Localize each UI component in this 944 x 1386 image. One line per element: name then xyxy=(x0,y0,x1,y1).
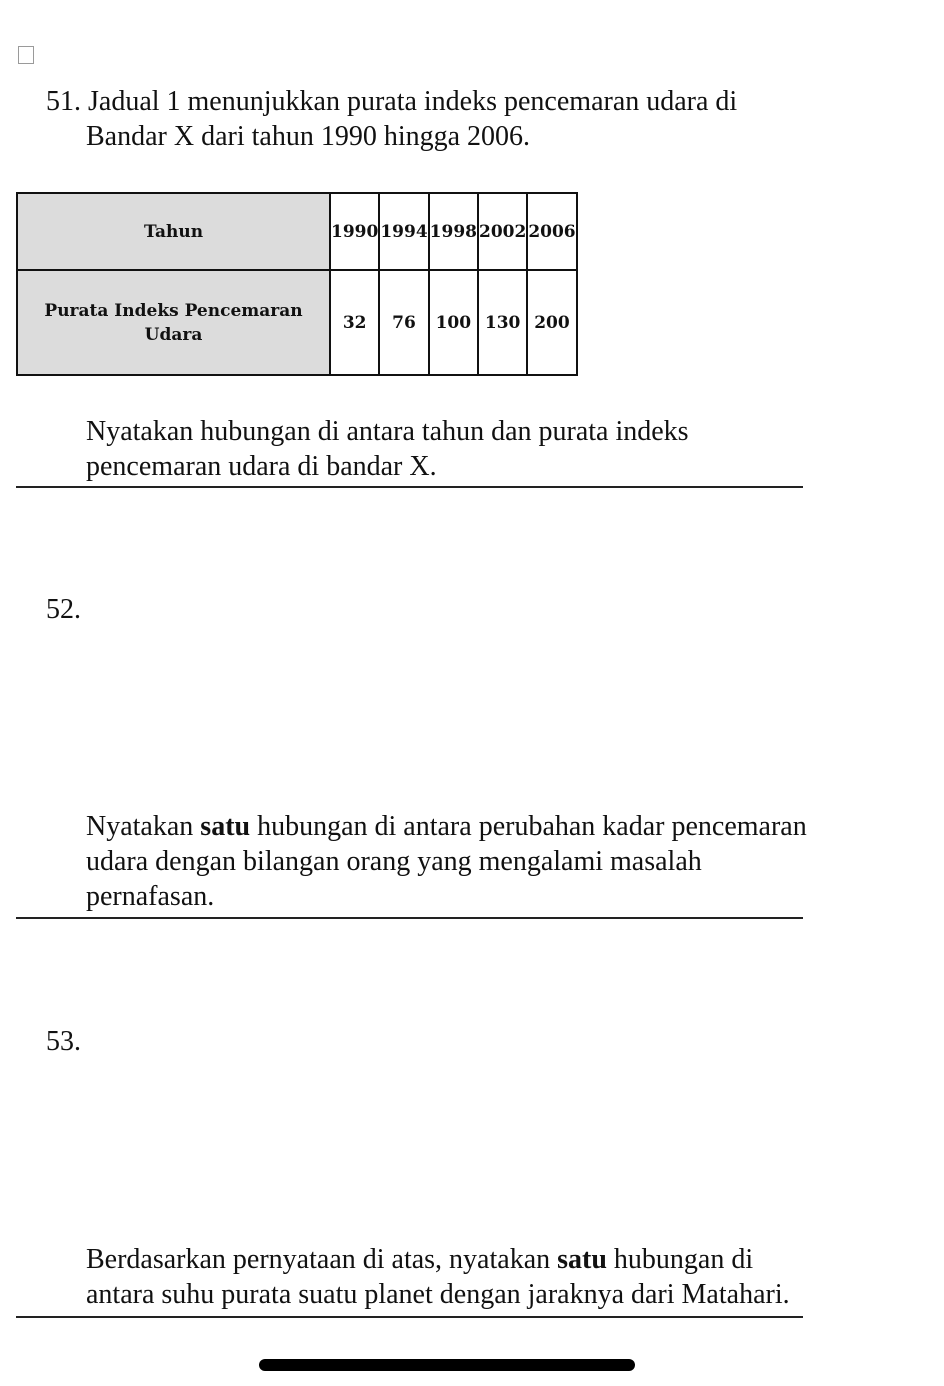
q53-answer-line[interactable] xyxy=(16,1316,803,1318)
q53-number: 53. xyxy=(46,1026,81,1057)
q52-number: 52. xyxy=(46,594,81,625)
home-indicator[interactable] xyxy=(259,1359,635,1371)
table-header-year-label: Tahun xyxy=(17,193,330,270)
q51-statement-line2: pencemaran udara di bandar X. xyxy=(86,451,437,482)
q52-statement-line2: udara dengan bilangan orang yang mengalami masalah xyxy=(86,846,702,877)
table-cell-year: 1998 xyxy=(429,193,478,270)
table-cell-index: 76 xyxy=(379,270,428,375)
q51-prompt-line2: Bandar X dari tahun 1990 hingga 2006. xyxy=(86,121,531,152)
index-label-line1: Purata Indeks Pencemaran xyxy=(44,300,303,321)
table-cell-year: 1990 xyxy=(330,193,379,270)
table-cell-index: 32 xyxy=(330,270,379,375)
q53-line1-post: hubungan di xyxy=(606,1244,754,1275)
q53-statement-line1 xyxy=(86,1242,753,1277)
q52-statement-line1 xyxy=(86,809,807,844)
q51-prompt-line1: 51. Jadual 1 menunjukkan purata indeks pencemaran udara di xyxy=(46,86,738,117)
pollution-index-table xyxy=(16,192,578,376)
table-cell-index: 130 xyxy=(478,270,527,375)
q53-line1-bold: satu xyxy=(557,1244,607,1275)
index-label-line2: Udara xyxy=(144,324,203,345)
table-cell-year: 1994 xyxy=(379,193,428,270)
table-cell-index: 100 xyxy=(429,270,478,375)
q52-line1-post: hubungan di antara perubahan kadar pencemaran xyxy=(250,811,807,842)
q51-statement-line1: Nyatakan hubungan di antara tahun dan purata indeks xyxy=(86,416,689,447)
q51-answer-line[interactable] xyxy=(16,486,803,488)
q52-answer-line[interactable] xyxy=(16,917,803,919)
checkbox[interactable] xyxy=(18,46,34,64)
table-row-index xyxy=(17,270,577,375)
q53-line1-pre: Berdasarkan pernyataan di atas, nyatakan xyxy=(86,1244,558,1275)
table-row-years xyxy=(17,193,577,270)
q52-line1-pre: Nyatakan xyxy=(86,811,201,842)
table-cell-index: 200 xyxy=(527,270,576,375)
table-cell-year: 2002 xyxy=(478,193,527,270)
q52-line1-bold: satu xyxy=(200,811,251,842)
table-header-index-label xyxy=(17,270,330,375)
q53-statement-line2: antara suhu purata suatu planet dengan jaraknya dari Matahari. xyxy=(86,1279,790,1310)
table-cell-year: 2006 xyxy=(527,193,576,270)
q52-statement-line3: pernafasan. xyxy=(86,881,215,912)
